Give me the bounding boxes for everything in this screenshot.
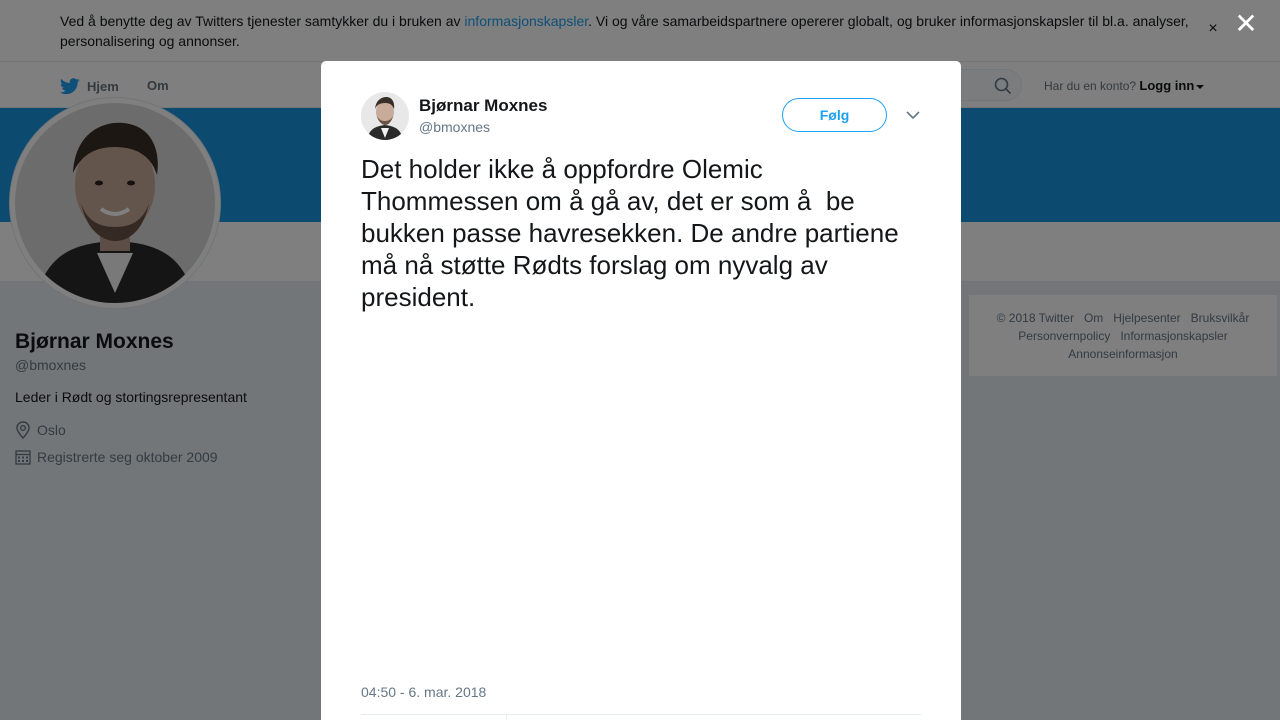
tweet-author-name[interactable]: Bjørnar Moxnes bbox=[419, 96, 548, 115]
tweet-author-avatar[interactable] bbox=[361, 92, 409, 140]
chevron-down-icon[interactable] bbox=[905, 109, 921, 121]
tweet-timestamp[interactable]: 04:50 - 6. mar. 2018 bbox=[361, 684, 487, 700]
divider-vertical bbox=[506, 715, 507, 720]
divider bbox=[361, 714, 921, 715]
tweet-text: Det holder ikke å oppfordre Olemic Thommessen om å gå av, det er som å be bukken passe havresekken. De andre partiene må nå støtte Rødts forslag om nyvalg av president. bbox=[361, 154, 906, 312]
tweet-modal bbox=[321, 61, 961, 720]
tweet-author-handle[interactable]: @bmoxnes bbox=[419, 119, 491, 135]
close-icon[interactable]: ✕ bbox=[1234, 8, 1258, 39]
follow-button[interactable]: Følg bbox=[782, 98, 887, 132]
tweet-author-photo bbox=[361, 92, 409, 140]
